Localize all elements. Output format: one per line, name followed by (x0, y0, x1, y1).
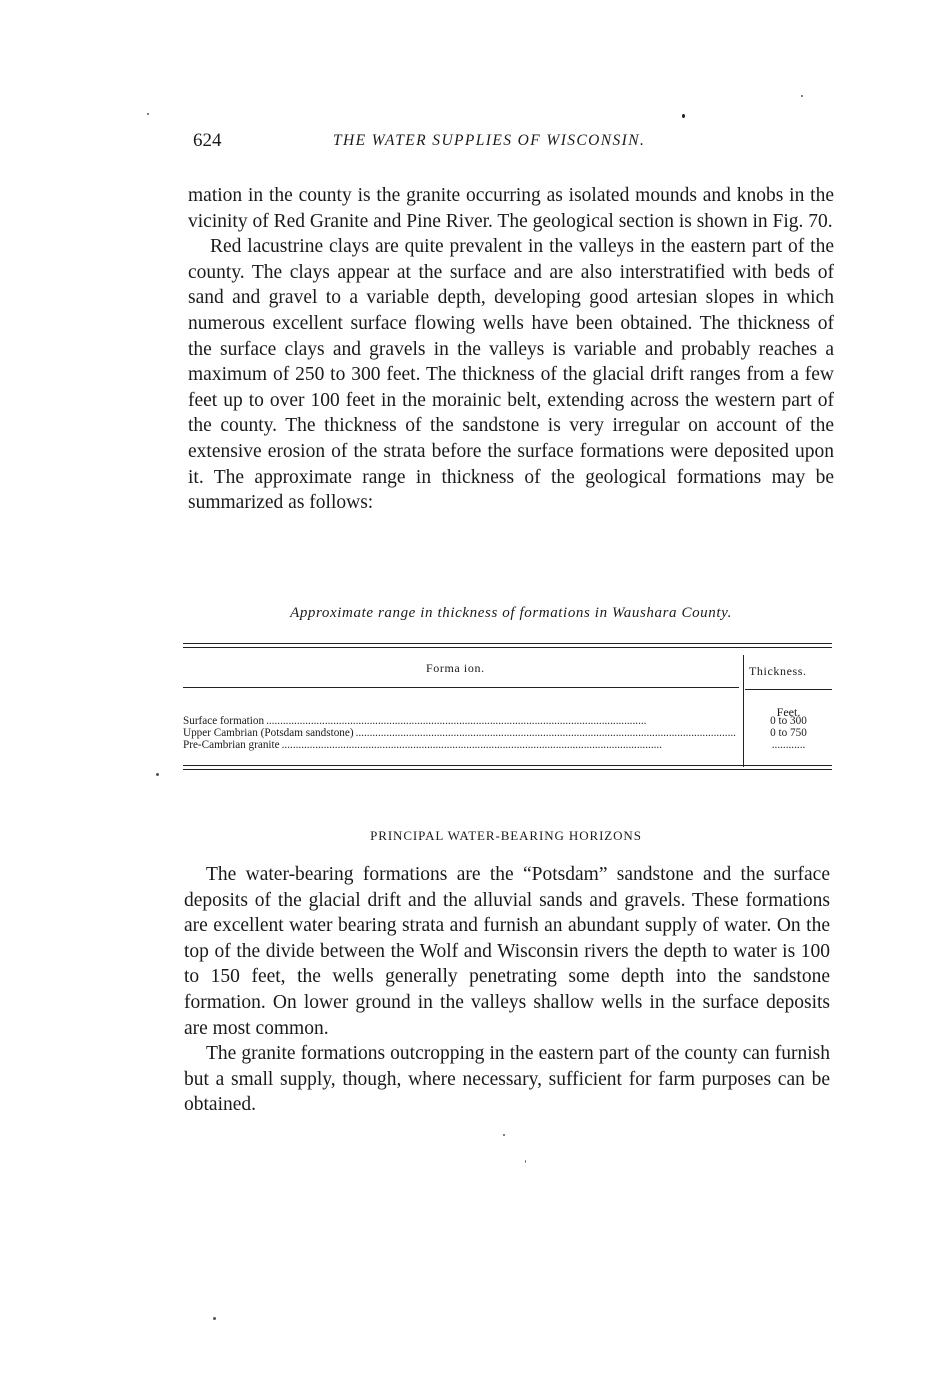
table-rule-bottom (183, 769, 832, 770)
table-row (183, 715, 832, 727)
header-rule (183, 687, 739, 688)
table-row (183, 739, 832, 751)
scan-speck (213, 1317, 216, 1320)
running-title: THE WATER SUPPLIES OF WISCONSIN. (333, 132, 646, 149)
scan-speck (525, 1160, 526, 1163)
scan-speck (147, 113, 149, 115)
formation-cell: Pre-Cambrian granite ........................................................................................................................................ (183, 739, 662, 751)
paragraph: Red lacustrine clays are quite prevalent in the valleys in the eastern part of the county. The clays appear at the surface and are also interstratified with beds of sand and gravel to a variable depth, developing good artesian slopes in which numerous excellent surface flowing wells have been obtained. The thickness of the surface clays and gravels in the valleys is variable and probably reaches a maximum of 250 to 300 feet. The thickness of the glacial drift ranges from a few feet up to over 100 feet in the morainic belt, extending across the western part of the county. The thickness of the sandstone is very irregular on account of the extensive erosion of the strata before the surface formations were deposited upon it. The approximate range in thickness of the geological formations may be summarized as follows: (188, 236, 834, 514)
body-text-top (188, 183, 834, 516)
scan-speck (801, 95, 803, 97)
formation-thickness-table (183, 641, 832, 773)
thickness-cell: ............ (771, 739, 806, 751)
scan-speck (682, 114, 685, 118)
thickness-cell: 0 to 300 (770, 715, 807, 727)
page-number: 624 (193, 130, 222, 151)
table-rule-top (183, 643, 832, 644)
body-text-bottom (184, 862, 830, 1118)
table-caption: Approximate range in thickness of formations in Waushara County. (290, 605, 732, 621)
column-header-thickness: Thickness. (749, 664, 807, 678)
table-row (183, 727, 832, 739)
paragraph: The water-bearing formations are the “Potsdam” sandstone and the surface deposits of the glacial drift and the alluvial sands and gravels. These formations are excellent water bearing strata and furnish an abundant supply of water. On the top of the divide between the Wolf and Wisconsin rivers the depth to water is 100 to 150 feet, the wells generally penetrating some depth into the sandstone formation. On lower ground in the valleys shallow wells in the surface deposits are most common. (184, 864, 830, 1039)
formation-cell: Upper Cambrian (Potsdam sandstone) ........................................................................................................................................ (183, 727, 736, 739)
scan-speck (503, 1134, 505, 1136)
formation-cell: Surface formation ........................................................................................................................................ (183, 715, 647, 727)
table-rule-bottom (183, 765, 832, 766)
scan-speck (156, 773, 159, 776)
column-header-formation: Forma ion. (426, 661, 485, 675)
paragraph: mation in the county is the granite occurring as isolated mounds and knobs in the vicinity of Red Granite and Pine River. The geological section is shown in Fig. 70. (188, 185, 834, 232)
running-head (193, 130, 833, 154)
header-rule (745, 689, 832, 690)
paragraph: The granite formations outcropping in the eastern part of the county can furnish but a small supply, though, where necessary, sufficient for farm purposes can be obtained. (184, 1043, 830, 1116)
thickness-cell: 0 to 750 (770, 727, 807, 739)
table-rule-top (183, 647, 832, 648)
section-heading: PRINCIPAL WATER-BEARING HORIZONS (370, 828, 642, 843)
thickness-units: Feet. (776, 705, 801, 719)
